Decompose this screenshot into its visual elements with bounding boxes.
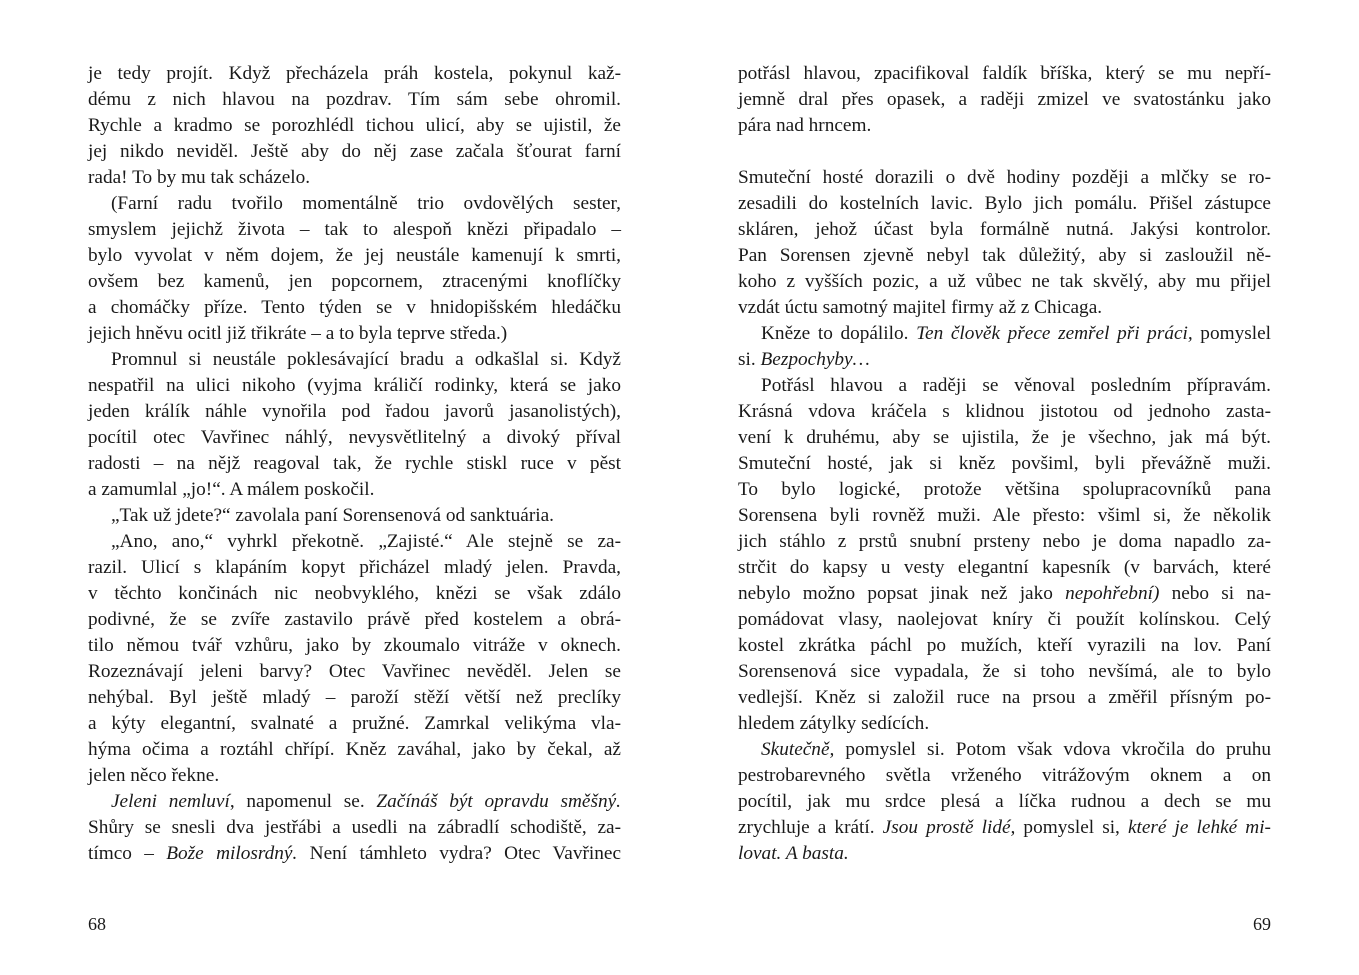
text-line <box>738 789 1271 815</box>
text-line <box>88 269 621 295</box>
text-run: pocítil, jak mu srdce plesá a líčka rudnou a dech se mu <box>738 791 1271 812</box>
text-line <box>88 321 621 347</box>
text-run: Smuteční hosté, jak si kněz povšiml, byli převážně muži. <box>738 453 1271 474</box>
text-line <box>738 841 1271 867</box>
text-line <box>738 269 1271 295</box>
text-line <box>88 243 621 269</box>
text-run: Potřásl hlavou a raději se věnoval posledním přípravám. <box>761 375 1271 396</box>
italic-text: Bezpochyby… <box>760 349 870 370</box>
text-line <box>738 113 1271 139</box>
text-run: jeden králík náhle vynořila pod řadou javorů jasanolistých), <box>88 401 621 422</box>
italic-text: Skutečně, <box>761 739 835 760</box>
text-run: bylo vyvolat v něm dojem, že jej neustále kamenují k smrti, <box>88 245 621 266</box>
text-run: pomádovat vlasy, naolejovat kníry či použít kolínskou. Celý <box>738 609 1271 630</box>
text-line <box>738 737 1271 763</box>
italic-text: Jeleni nemluví <box>111 791 230 812</box>
text-run: ovšem bez kamenů, jen popcornem, ztracenými knoflíčky <box>88 271 621 292</box>
text-line <box>738 165 1271 191</box>
text-run: koho z vyšších pozic, a už vůbec ne tak skvělý, aby mu přijel <box>738 271 1271 292</box>
text-line <box>88 477 621 503</box>
text-line <box>88 633 621 659</box>
text-line <box>738 581 1271 607</box>
page-number-right: 69 <box>1253 914 1271 934</box>
italic-text: Ten člověk přece zemřel při práci, <box>916 323 1193 344</box>
text-run: Není támhleto vydra? Otec Vavřinec <box>297 843 622 864</box>
italic-text: lovat. A basta. <box>738 843 849 864</box>
text-run: a chomáčky příze. Tento týden se v hnidopišském hledáčku <box>88 297 621 318</box>
text-line <box>88 113 621 139</box>
text-line <box>738 87 1271 113</box>
text-line <box>88 737 621 763</box>
text-line <box>88 789 621 815</box>
text-line <box>738 321 1271 347</box>
text-line <box>738 633 1271 659</box>
text-run: potřásl hlavou, zpacifikoval faldík bříška, který se mu nepří- <box>738 63 1271 84</box>
text-line <box>88 529 621 555</box>
text-run: jemně dral přes opasek, a raději zmizel ve svatostánku jako <box>738 89 1271 110</box>
text-run: a kýty elegantní, svalnaté a pružné. Zamrkal velikýma vla- <box>88 713 621 734</box>
text-run: si. <box>738 349 761 370</box>
text-line <box>738 347 1271 373</box>
text-line <box>738 711 1271 737</box>
text-run: vzdát úctu samotný majitel firmy až z Chicaga. <box>738 297 1103 318</box>
italic-text: Bože milosrdný. <box>166 843 298 864</box>
text-line <box>88 191 621 217</box>
text-run: rada! To by mu tak scházelo. <box>88 167 311 188</box>
text-run: pomyslel si. Potom však vdova vkročila do pruhu <box>834 739 1271 760</box>
text-line <box>88 165 621 191</box>
text-line <box>738 659 1271 685</box>
italic-text: nepohřební) <box>1065 583 1160 604</box>
text-run: , napomenul se. <box>229 791 377 812</box>
text-line <box>738 243 1271 269</box>
text-run: To bylo logické, protože většina spolupracovníků pana <box>738 479 1271 500</box>
text-run: pocítil otec Vavřinec náhlý, nevysvětlitelný a divoký příval <box>88 427 621 448</box>
text-line <box>738 477 1271 503</box>
text-run: skláren, jehož účast byla formálně nutná. Jakýsi kontrolor. <box>738 219 1271 240</box>
text-run: jejich hněvu ocitl již třikráte – a to byla teprve středa.) <box>88 323 508 344</box>
text-run: pestrobarevného světla vrženého vitrážovým oknem a on <box>738 765 1271 786</box>
text-line <box>88 217 621 243</box>
text-line <box>738 685 1271 711</box>
text-run: Rychle a kradmo se porozhlédl tichou ulicí, aby se ujistil, že <box>88 115 621 136</box>
text-run: Promnul si neustále poklesávající bradu a odkašlal si. Když <box>111 349 621 370</box>
text-line <box>738 503 1271 529</box>
right-page-text <box>738 61 1271 867</box>
text-run: Smuteční hosté dorazili o dvě hodiny později a mlčky se ro- <box>738 167 1271 188</box>
text-line <box>88 555 621 581</box>
text-run: a zamumlal „jo!“. A málem poskočil. <box>88 479 375 500</box>
text-line <box>88 295 621 321</box>
text-run: vedlejší. Kněz si založil ruce na prsou a změřil přísným po- <box>738 687 1271 708</box>
text-run: nehýbal. Byl ještě mladý – paroží stěží větší než preclíky <box>88 687 621 708</box>
text-run: tímco – <box>88 843 167 864</box>
text-run: zesadili do kostelních lavic. Bylo jich pomálu. Přišel zástupce <box>738 193 1271 214</box>
text-line <box>738 607 1271 633</box>
text-run: Kněze to dopálilo. <box>761 323 917 344</box>
text-run: (Farní radu tvořilo momentálně trio ovdovělých sester, <box>111 193 621 214</box>
text-run: jej nikdo neviděl. Ještě aby do něj zase začala šťourat farní <box>88 141 621 162</box>
text-run: hýma očima a roztáhl chřípí. Kněz zaváhal, jako by čekal, až <box>88 739 621 760</box>
text-run: Pan Sorensen zjevně nebyl tak důležitý, aby si zasloužil ně- <box>738 245 1271 266</box>
text-run: nebylo možno popsat jinak než jako <box>738 583 1066 604</box>
text-line <box>88 503 621 529</box>
text-line <box>88 711 621 737</box>
text-line <box>88 139 621 165</box>
text-run: pára nad hrncem. <box>738 115 872 136</box>
text-run: jelen něco řekne. <box>88 765 220 786</box>
text-line <box>88 685 621 711</box>
text-run: jich stáhlo z prstů snubní prsteny nebo je doma napadlo za- <box>738 531 1271 552</box>
text-line <box>88 451 621 477</box>
text-line <box>738 191 1271 217</box>
text-line <box>738 61 1271 87</box>
italic-text: které je lehké mi- <box>1127 817 1271 838</box>
italic-text: Jsou prostě lidé, <box>882 817 1016 838</box>
text-run: strčit do kapsy u vesty elegantní kapesník (v barvách, které <box>738 557 1271 578</box>
text-run: „Tak už jdete?“ zavolala paní Sorensenová od sanktuária. <box>111 505 554 526</box>
text-line <box>738 529 1271 555</box>
text-line <box>88 815 621 841</box>
text-line <box>88 347 621 373</box>
text-run: v těchto končinách nic neobvyklého, knězi se však zdálo <box>88 583 621 604</box>
text-line <box>88 607 621 633</box>
text-line <box>738 295 1271 321</box>
text-run: nebo si na- <box>1159 583 1271 604</box>
italic-text: Začínáš být opravdu směšný. <box>376 791 622 812</box>
text-run: kostel zkrátka páchl po mužích, kteří vyrazili na lov. Paní <box>738 635 1271 656</box>
text-line <box>738 373 1271 399</box>
text-run: zrychluje a krátí. <box>738 817 883 838</box>
text-line <box>88 659 621 685</box>
text-run: razil. Ulicí s klapáním kopyt přicházel mladý jelen. Pravda, <box>88 557 621 578</box>
text-run: smyslem jejichž života – tak to alespoň knězi připadalo – <box>88 219 621 240</box>
text-line <box>738 399 1271 425</box>
text-run: „Ano, ano,“ vyhrkl překotně. „Zajisté.“ Ale stejně se za- <box>111 531 621 552</box>
text-run: Sorensenová sice vypadala, že si toho nevšímá, ale to bylo <box>738 661 1271 682</box>
text-run: hledem zátylky sedících. <box>738 713 930 734</box>
text-line <box>88 87 621 113</box>
text-run: Rozeznávají jeleni barvy? Otec Vavřinec nevěděl. Jelen se <box>88 661 621 682</box>
text-run: Shůry se snesli dva jestřábi a usedli na zábradlí schodiště, za- <box>88 817 621 838</box>
text-run: vení k druhému, aby se ujistila, že je všechno, jak má být. <box>738 427 1271 448</box>
text-run: pomyslel <box>1192 323 1271 344</box>
text-run: Krásná vdova kráčela s klidnou jistotou od jednoho zasta- <box>738 401 1271 422</box>
text-line <box>88 399 621 425</box>
text-line <box>738 555 1271 581</box>
text-run: dému z nich hlavou na pozdrav. Tím sám sebe ohromil. <box>88 89 621 110</box>
text-line <box>738 425 1271 451</box>
text-line <box>88 61 621 87</box>
text-line <box>88 373 621 399</box>
text-run: pomyslel si, <box>1015 817 1128 838</box>
text-line <box>88 425 621 451</box>
text-line <box>738 815 1271 841</box>
text-line <box>88 841 621 867</box>
text-run: nespatřil na ulici nikoho (vyjma králičí rodinky, která se jako <box>88 375 621 396</box>
text-line <box>738 217 1271 243</box>
left-page-text <box>88 61 621 867</box>
text-run: Sorensena byli rovněž muži. Ale přesto: všiml si, že několik <box>738 505 1271 526</box>
text-run: je tedy projít. Když přecházela práh kostela, pokynul kaž- <box>88 63 621 84</box>
text-line <box>738 763 1271 789</box>
text-line <box>88 581 621 607</box>
text-line <box>738 451 1271 477</box>
section-break <box>738 139 1271 165</box>
text-run: tilo němou tvář vzhůru, jako by zkoumalo vitráže v oknech. <box>88 635 621 656</box>
text-run: podivné, že se zvíře zastavilo právě před kostelem a obrá- <box>88 609 621 630</box>
text-line <box>88 763 621 789</box>
page-number-left: 68 <box>88 914 106 934</box>
text-run: radosti – na nějž reagoval tak, že rychle stiskl ruce v pěst <box>88 453 621 474</box>
